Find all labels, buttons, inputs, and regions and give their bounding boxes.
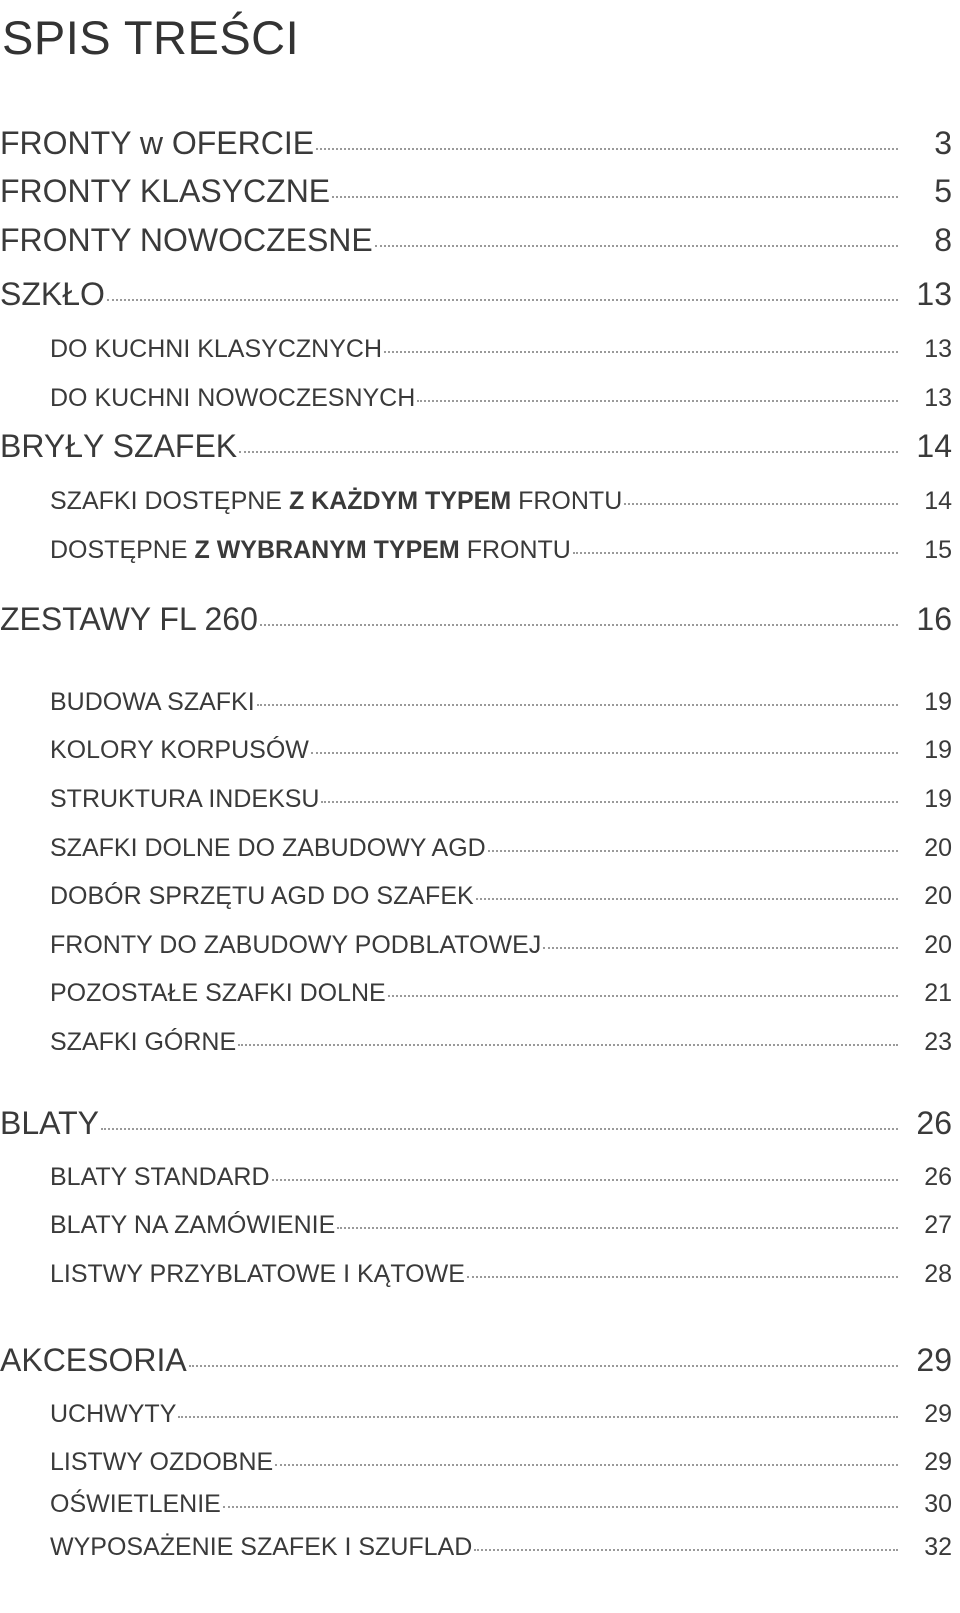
dot-leader	[337, 1227, 898, 1229]
dot-leader	[476, 898, 898, 900]
toc-page-number: 27	[924, 1211, 952, 1239]
toc-label: BLATY STANDARD	[50, 1163, 270, 1191]
dot-leader	[624, 503, 898, 505]
toc-label: WYPOSAŻENIE SZAFEK I SZUFLAD	[50, 1533, 473, 1561]
toc-entry-fronty-klasyczne[interactable]	[0, 173, 952, 210]
dot-leader	[316, 148, 898, 150]
toc-label: UCHWYTY	[50, 1400, 177, 1428]
toc-page-number: 8	[934, 222, 952, 258]
toc-page-number: 15	[924, 536, 952, 564]
page-title: SPIS TREŚCI	[2, 11, 300, 64]
toc-entry-kolory-korpusow[interactable]	[0, 736, 952, 765]
toc-label: LISTWY PRZYBLATOWE I KĄTOWE	[50, 1260, 465, 1288]
toc-entry-blaty-na-zamowienie[interactable]	[0, 1211, 952, 1240]
toc-page-number: 20	[924, 931, 952, 959]
toc-entry-blaty[interactable]	[0, 1105, 952, 1142]
toc-page-number: 5	[934, 173, 952, 209]
dot-leader	[467, 1276, 898, 1278]
toc-page-number: 20	[924, 882, 952, 910]
toc-entry-szklo[interactable]	[0, 276, 952, 313]
toc-label: SZAFKI GÓRNE	[50, 1028, 237, 1056]
dot-leader	[107, 299, 898, 301]
toc-page-number: 30	[924, 1490, 952, 1518]
toc-entry-blaty-standard[interactable]	[0, 1163, 952, 1192]
toc-page-number: 26	[916, 1105, 952, 1141]
toc-label: KOLORY KORPUSÓW	[50, 736, 309, 764]
toc-label: STRUKTURA INDEKSU	[50, 785, 320, 813]
toc-page-number: 29	[924, 1400, 952, 1428]
dot-leader	[178, 1416, 898, 1418]
dot-leader	[321, 801, 898, 803]
toc-label: SZAFKI DOLNE DO ZABUDOWY AGD	[50, 834, 486, 862]
dot-leader	[272, 1179, 899, 1181]
toc-entry-listwy-ozdobne[interactable]	[0, 1448, 952, 1477]
toc-label: BLATY NA ZAMÓWIENIE	[50, 1211, 336, 1239]
toc-entry-z-wybranym-typem[interactable]	[0, 536, 952, 565]
toc-label: DOBÓR SPRZĘTU AGD DO SZAFEK	[50, 882, 474, 910]
toc-label: ZESTAWY FL 260	[0, 601, 258, 637]
toc-entry-dobor-sprzetu-agd[interactable]	[0, 882, 952, 911]
toc-label: BUDOWA SZAFKI	[50, 688, 255, 716]
dot-leader	[474, 1549, 898, 1551]
dot-leader	[488, 850, 898, 852]
toc-page-number: 13	[924, 335, 952, 363]
toc-page-number: 26	[924, 1163, 952, 1191]
toc-entry-akcesoria[interactable]	[0, 1342, 952, 1379]
dot-leader	[275, 1464, 898, 1466]
dot-leader	[189, 1365, 898, 1367]
toc-entry-szafki-gorne[interactable]	[0, 1028, 952, 1057]
toc-page-number: 29	[924, 1448, 952, 1476]
toc-entry-zestawy-fl-260[interactable]	[0, 601, 952, 638]
toc-label-bold: Z WYBRANYM TYPEM	[194, 536, 460, 564]
toc-label-part: SZAFKI DOSTĘPNE	[50, 487, 289, 515]
toc-entry-szafki-z-kazdym-typem[interactable]	[0, 487, 952, 516]
toc-label-part: FRONTU	[459, 536, 571, 564]
dot-leader	[223, 1506, 898, 1508]
toc-label: BLATY	[0, 1105, 99, 1141]
toc-entry-fronty-nowoczesne[interactable]	[0, 222, 952, 259]
dot-leader	[573, 552, 898, 554]
toc-label	[50, 536, 571, 565]
toc-entry-listwy-przyblatowe[interactable]	[0, 1260, 952, 1289]
toc-page-number: 19	[924, 688, 952, 716]
toc-entry-oswietlenie[interactable]	[0, 1490, 952, 1519]
toc-label: POZOSTAŁE SZAFKI DOLNE	[50, 979, 386, 1007]
dot-leader	[375, 245, 898, 247]
toc-label: OŚWIETLENIE	[50, 1490, 221, 1518]
toc-label: FRONTY NOWOCZESNE	[0, 222, 373, 258]
toc-label: FRONTY KLASYCZNE	[0, 173, 331, 209]
toc-label: BRYŁY SZAFEK	[0, 428, 238, 464]
toc-label: LISTWY OZDOBNE	[50, 1448, 274, 1476]
toc-page-number: 32	[924, 1533, 952, 1561]
toc-page-number: 3	[934, 125, 952, 161]
dot-leader	[388, 995, 898, 997]
toc-entry-do-kuchni-klasycznych[interactable]	[0, 335, 952, 364]
toc-page-number: 29	[916, 1342, 952, 1378]
toc-entry-bryly-szafek[interactable]	[0, 428, 952, 465]
dot-leader	[543, 947, 898, 949]
dot-leader	[332, 196, 898, 198]
toc-page-number: 21	[924, 979, 952, 1007]
toc-entry-wyposazenie-szafek[interactable]	[0, 1533, 952, 1562]
dot-leader	[101, 1128, 898, 1130]
toc-page-number: 13	[924, 384, 952, 412]
toc-page-number: 16	[916, 601, 952, 637]
toc-page-number: 19	[924, 785, 952, 813]
toc-entry-struktura-indeksu[interactable]	[0, 785, 952, 814]
toc-label: SZKŁO	[0, 276, 105, 312]
toc-entry-budowa-szafki[interactable]	[0, 688, 952, 717]
toc-label-part: FRONTU	[511, 487, 623, 515]
toc-page-number: 23	[924, 1028, 952, 1056]
toc-page-number: 13	[916, 276, 952, 312]
toc-page-number: 14	[924, 487, 952, 515]
dot-leader	[239, 451, 898, 453]
toc-label-part: DOSTĘPNE	[50, 536, 195, 564]
toc-label-bold: Z KAŻDYM TYPEM	[288, 487, 512, 515]
toc-entry-fronty-w-ofercie[interactable]	[0, 125, 952, 162]
toc-page-number: 20	[924, 834, 952, 862]
toc-page-number: 14	[916, 428, 952, 464]
toc-label	[50, 487, 622, 516]
dot-leader	[311, 752, 898, 754]
toc-page-number: 28	[924, 1260, 952, 1288]
toc-entry-fronty-podblatowej[interactable]	[0, 931, 952, 960]
dot-leader	[260, 624, 898, 626]
toc-label: AKCESORIA	[0, 1342, 187, 1378]
dot-leader	[238, 1044, 898, 1046]
toc-entry-pozostale-szafki-dolne[interactable]	[0, 979, 952, 1008]
toc-label: DO KUCHNI KLASYCZNYCH	[50, 335, 382, 363]
dot-leader	[257, 704, 898, 706]
toc-label: FRONTY DO ZABUDOWY PODBLATOWEJ	[50, 931, 542, 959]
toc-label: DO KUCHNI NOWOCZESNYCH	[50, 384, 416, 412]
toc-entry-szafki-dolne-agd[interactable]	[0, 834, 952, 863]
toc-label: FRONTY w OFERCIE	[0, 125, 315, 161]
toc-page-number: 19	[924, 736, 952, 764]
toc-entry-uchwyty[interactable]	[0, 1400, 952, 1429]
dot-leader	[384, 351, 898, 353]
toc-entry-do-kuchni-nowoczesnych[interactable]	[0, 384, 952, 413]
dot-leader	[417, 400, 898, 402]
